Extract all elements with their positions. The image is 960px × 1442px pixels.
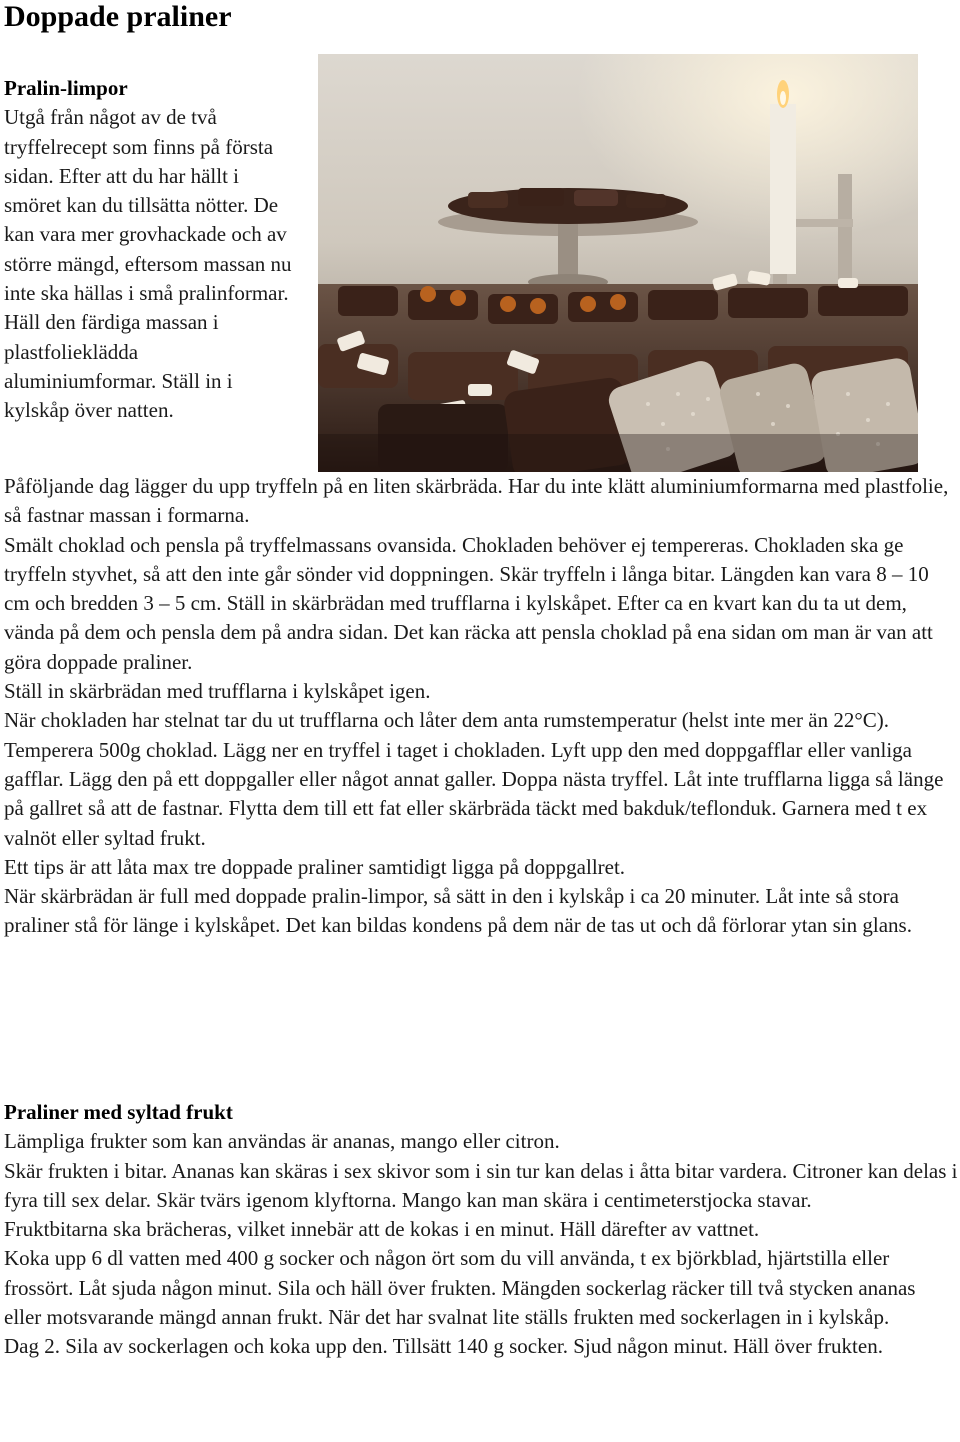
paragraph: Ställ in skärbrädan med trufflarna i kylskåpet igen. [4, 679, 431, 704]
intro-block [4, 74, 958, 472]
paragraph: Dag 2. Sila av sockerlagen och koka upp den. Tillsätt 140 g socker. Sjud någon minut. Häll över frukten. [4, 1334, 883, 1359]
paragraph: Fruktbitarna ska brächeras, vilket innebär att de kokas i en minut. Häll därefter av vattnet. [4, 1217, 760, 1242]
paragraph: När skärbrädan är full med doppade pralin-limpor, så sätt in den i kylskåp i ca 20 minuter. Låt inte så stora praliner stå för länge i kylskåpet. Det kan bildas kondens på dem när de tas ut och då förlorar ytan sin glans. [4, 884, 912, 938]
paragraph: Koka upp 6 dl vatten med 400 g socker och någon ört som du vill använda, t ex björkblad, hjärtstilla eller frossört. Låt sjuda någon minut. Sila och häll över frukten. Mängden sockerlag räcker till två stycken ananas eller motsvarande mängd annan frukt. När det har svalnat lite ställs frukten med sockerlagen in i kylskåp. [4, 1246, 916, 1330]
paragraph: Temperera 500g choklad. Lägg ner en tryffel i taget i chokladen. Lyft upp den med doppgafflar eller vanliga gafflar. Lägg den på ett doppgaller eller något annat galler. Doppa nästa tryffel. Låt inte trufflarna ligga så länge på gallret så att de fastnar. Flytta dem till ett fat eller skärbräda täckt med bakduk/teflonduk. Garnera med t ex valnöt eller syltad frukt. [4, 737, 944, 850]
section-heading-syltad-frukt: Praliner med syltad frukt [4, 1100, 233, 1124]
paragraph: Ett tips är att låta max tre doppade praliner samtidigt ligga på doppgallret. [4, 854, 626, 879]
paragraph: Påföljande dag lägger du upp tryffeln på en liten skärbräda. Har du inte klätt aluminiumformarna med plastfolie, så fastnar massan i formarna. [4, 474, 949, 528]
section-syltad-frukt [4, 1098, 958, 1362]
pralines-photo-icon [318, 54, 918, 472]
pralines-photo [318, 54, 918, 472]
page-title: Doppade praliner [4, 0, 232, 33]
paragraph: Skär frukten i bitar. Ananas kan skäras i sex skivor som i sin tur kan delas i åtta bitar vardera. Citroner kan delas i fyra till sex delar. Skär tvärs igenom klyftorna. Mango kan man skära i centimeterstjocka stavar. [4, 1158, 958, 1212]
section-pralin-limpor [4, 74, 958, 941]
paragraph: När chokladen har stelnat tar du ut trufflarna och låter dem anta rumstemperatur (helst inte mer än 22°C). [4, 708, 890, 733]
paragraph: Lämpliga frukter som kan användas är ananas, mango eller citron. [4, 1129, 560, 1154]
paragraph: Smält choklad och pensla på tryffelmassans ovansida. Chokladen behöver ej tempereras. Chokladen ska ge tryffeln styvhet, så att den inte går sönder vid doppningen. Skär tryffeln i långa bitar. Längden kan vara 8 – 10 cm och bredden 3 – 5 cm. Ställ in skärbrädan med trufflarna i kylskåpet. Efter ca en kvart kan du ta ut dem, vända på dem och pensla dem på andra sidan. Det kan räcka att pensla choklad på ena sidan om man är van att göra doppade praliner. [4, 532, 933, 674]
section-heading-pralin-limpor: Pralin-limpor [4, 76, 128, 100]
intro-paragraph: Utgå från något av de två tryffelrecept som finns på första sidan. Efter att du har hällt i smöret kan du tillsätta nötter. De kan vara mer grovhackade och av större mängd, eftersom massan nu inte ska hällas i små pralinformar. Häll den färdiga massan i plastfolieklädda aluminiumformar. Ställ in i kylskåp över natten. [4, 105, 292, 423]
